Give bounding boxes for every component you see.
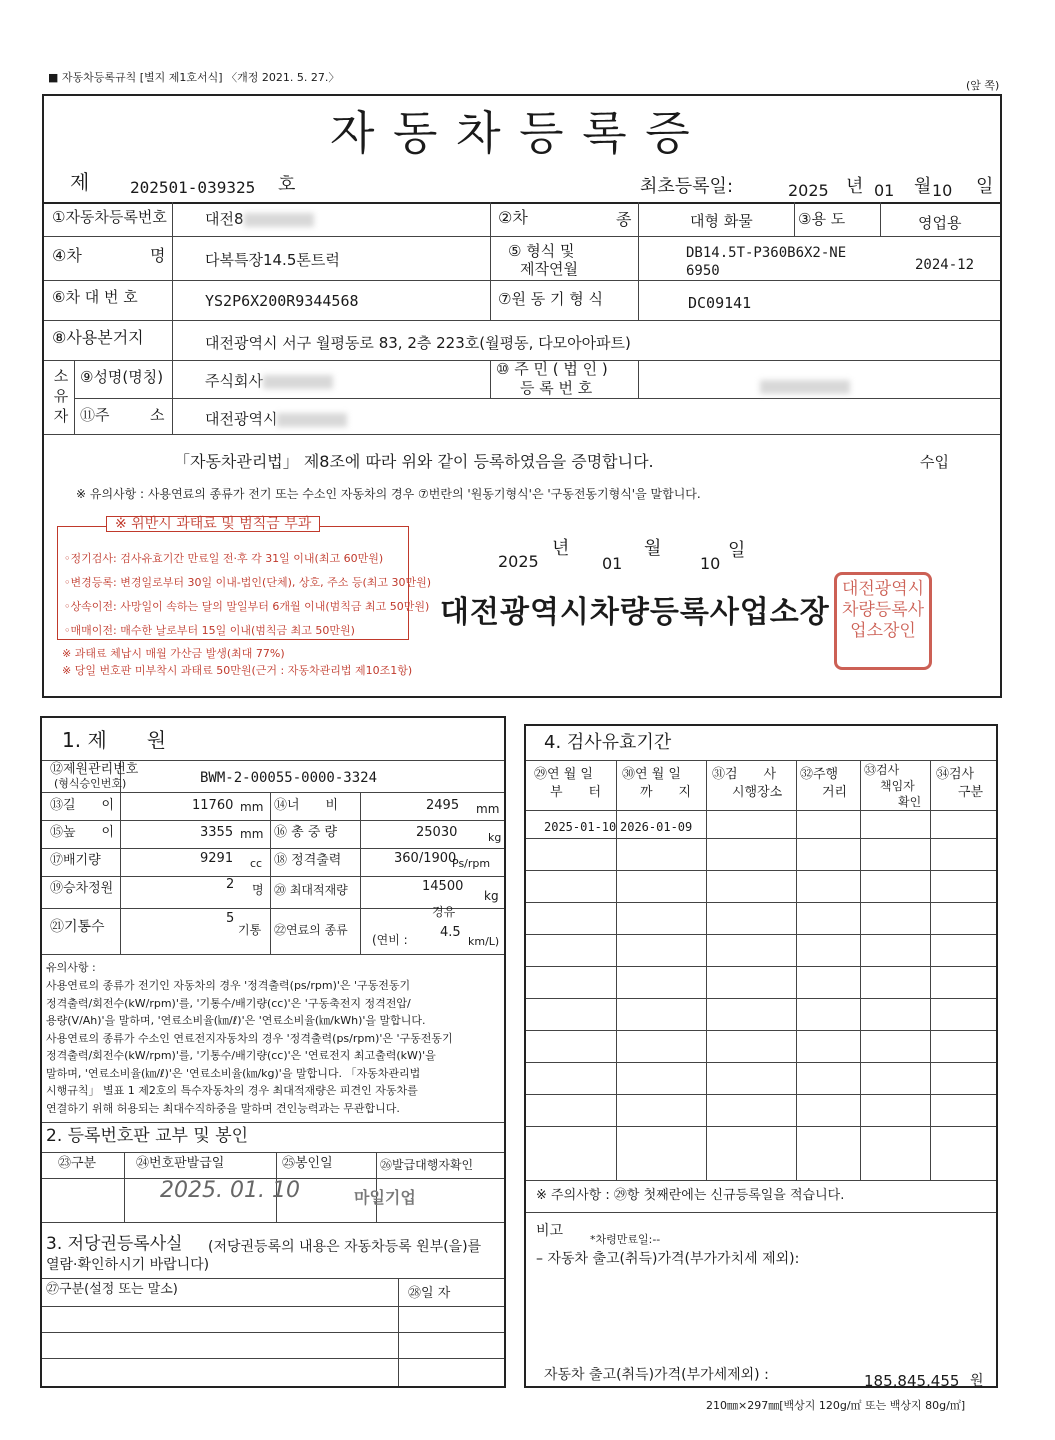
issue-year: 2025 [498, 552, 539, 571]
field-14-label: ⑭너 비 [274, 798, 339, 813]
field-4-value: 다복특장14.5톤트럭 [205, 251, 340, 269]
certificate-title: 자 동 차 등 록 증 [330, 106, 692, 160]
penalty-list [64, 547, 431, 643]
field-21-label: ㉑기통수 [50, 919, 105, 935]
note-line: 사용연료의 종류가 수소인 연료전지자동차의 경우 '정격출력(ps/rpm)'은 '구동전동기 [46, 1031, 453, 1045]
field-9-value: 주식회사 [205, 374, 333, 389]
field-7-value: DC09141 [688, 294, 752, 312]
field-11-label-b: 소 [150, 406, 165, 424]
field-7-label: ⑦원 동 기 형 식 [498, 290, 603, 308]
field-21-unit: 기통 [238, 923, 262, 937]
lien-title-sub: (저당권등록의 내용은 자동차등록 원부(을)를 [208, 1239, 482, 1255]
field-3-value: 영업용 [918, 214, 962, 232]
field-1-value: 대전8 [205, 212, 314, 227]
field-5-value-a: DB14.5T-P360B6X2-NE [686, 245, 847, 261]
penalty-foot-1: ※ 과태료 체납시 매월 가산금 발생(최대 77%) [62, 647, 285, 660]
field-8-value: 대전광역시 서구 월평동로 83, 2층 223호(월평동, 다모아아파트) [205, 334, 631, 352]
field-15-unit: mm [240, 827, 264, 841]
specs-notes-title: 유의사항 : [46, 961, 96, 974]
insp-col-type-b: 구분 [958, 785, 984, 800]
inspection-title: 4. 검사유효기간 [544, 732, 672, 753]
field-17-label: ⑰배기량 [50, 853, 101, 868]
lien-col-type: ㉗구분(설정 또는 말소) [46, 1282, 178, 1297]
lien-col-date: ㉘일 자 [408, 1286, 451, 1301]
field-8-label: ⑧사용본거지 [52, 328, 144, 347]
insp-col-officer-a: ㉝검사 [864, 763, 900, 777]
insp-col-officer-c: 확인 [898, 795, 922, 809]
issue-month: 01 [602, 554, 623, 573]
penalty-item: ◦변경등록: 변경일로부터 30일 이내-법인(단체), 상호, 주소 등(최고 30만원) [64, 576, 432, 589]
field-13-label: ⑬길 이 [50, 798, 115, 813]
penalty-title: ※ 위반시 과태료 및 범칙금 부과 [106, 516, 320, 532]
field-20-unit: kg [484, 889, 499, 903]
plate-col-type: ㉓구분 [58, 1156, 97, 1171]
fuel-efficiency-unit: km/L) [468, 935, 500, 948]
penalty-item: ◦상속이전: 사망일이 속하는 달의 말일부터 6개월 이내(범칙금 최고 50만원) [64, 600, 430, 613]
fuel-efficiency-label: (연비 : [372, 933, 408, 947]
import-label: 수입 [920, 453, 949, 471]
field-17-unit: cc [250, 857, 263, 870]
penalty-item: ◦매매이전: 매수한 날로부터 15일 이내(범칙금 최고 50만원) [64, 624, 355, 637]
lien-section-title: 3. 저당권등록사실 [46, 1234, 183, 1254]
field-22-value: 경유 [432, 905, 456, 919]
note-line: 시행규칙」 별표 1 제2호의 특수자동차의 경우 최대적재량은 피견인 자동차를 [46, 1084, 418, 1097]
first-reg-month: 01 [874, 181, 895, 200]
field-11-value: 대전광역시 [205, 412, 347, 427]
field-22-label: ㉒연료의 종류 [274, 923, 348, 937]
lien-title-sub-2: 열람·확인하시기 바랍니다) [46, 1257, 210, 1273]
official-seal-icon [834, 572, 932, 670]
certify-statement: 「자동차관리법」 제8조에 따라 위와 같이 등록하였음을 증명합니다. [174, 452, 654, 471]
note-line: 용량(V/Ah)'을 말하며, '연료소비율(㎞/ℓ)'은 '연료소비율(㎞/kWh)'을 말합니다. [46, 1014, 426, 1027]
field-19-value: 2 [226, 877, 235, 892]
owner-label: 소유자 [53, 367, 69, 425]
specs-title: 1. 제 원 [62, 728, 167, 752]
first-reg-label: 최초등록일: [640, 176, 734, 197]
field-17-value: 9291 [200, 851, 234, 866]
field-21-value: 5 [226, 911, 235, 926]
field-13-value: 11760 [192, 798, 234, 813]
field-19-label: ⑲승차정원 [50, 881, 114, 896]
insp-col-mileage-b: 거리 [822, 785, 848, 800]
field-18-unit: Ps/rpm [452, 857, 491, 870]
field-12-label-b: (형식승인번호) [54, 777, 127, 790]
field-5-value-b: 6950 [686, 263, 720, 279]
field-10-label-a: ⑩ 주 민 ( 법 인 ) [496, 360, 608, 378]
first-reg-year: 2025 [788, 181, 829, 200]
field-2-label-b: 종 [616, 210, 632, 229]
issue-month-unit: 월 [644, 538, 662, 559]
certificate-number: 202501-039325 [130, 178, 256, 197]
fuel-efficiency-value: 4.5 [440, 925, 461, 940]
field-6-label: ⑥차 대 번 호 [52, 288, 138, 306]
cert-no-prefix: 제 [70, 170, 90, 194]
penalty-item: ◦정기검사: 검사유효기간 만료일 전·후 각 31일 이내(최고 60만원) [64, 552, 384, 565]
note-line: 사용연료의 종류가 전기인 자동차의 경우 '정격출력(ps/rpm)'은 '구동전동기 [46, 979, 411, 992]
form-reference: ■ 자동차등록규칙 [별지 제1호서식] 〈개정 2021. 5. 27.〉 [48, 71, 340, 84]
field-13-unit: mm [240, 800, 264, 814]
field-11-label: ⑪주 [80, 406, 110, 424]
note-line: 말하며, '연료소비율(㎞/ℓ)'은 '연료소비율(㎞/kg)'을 말합니다. 「자동차관리법 [46, 1066, 421, 1080]
vehicle-age-expiry: *차령만료일:-- [590, 1233, 661, 1246]
field-4-label-b: 명 [150, 246, 166, 265]
remarks-line: – 자동차 출고(취득)가격(부가가치세 제외): [536, 1251, 800, 1267]
field-12-label-a: ⑫제원관리번호 [50, 762, 139, 777]
remarks-label: 비고 [536, 1223, 564, 1239]
seal-text: 대전광역시차량등록사업소장인 [841, 579, 925, 641]
first-reg-year-unit: 년 [846, 176, 864, 197]
front-side-label: (앞 쪽) [966, 79, 1000, 92]
first-reg-day-unit: 일 [976, 176, 994, 197]
insp-col-from-a: ㉙연 월 일 [534, 767, 593, 782]
note-line: 정격출력/회전수(kW/rpm)'를, '기통수/배기량(cc)'은 '구동축전지 정격전압/ [46, 996, 411, 1010]
fuel-note: ※ 유의사항 : 사용연료의 종류가 전기 또는 수소인 자동차의 경우 ⑦번란의 '원동기형식'은 '구동전동기형식'을 말합니다. [76, 487, 701, 501]
insp-col-from-b: 부 터 [550, 785, 602, 800]
field-16-label: ⑯ 총 중 량 [274, 825, 338, 840]
field-16-value: 25030 [416, 825, 458, 840]
field-15-value: 3355 [200, 825, 234, 840]
plate-section-title: 2. 등록번호판 교부 및 봉인 [46, 1126, 249, 1146]
insp-col-mileage-a: ㉜주행 [800, 767, 839, 782]
issuer-name: 대전광역시차량등록사업소장 [440, 595, 830, 630]
specs-notes [46, 977, 453, 1117]
field-1-label: ①자동차등록번호 [52, 208, 167, 226]
insp-row-from: 2025-01-10 [544, 820, 617, 834]
field-20-label: ⑳ 최대적재량 [274, 883, 348, 897]
price-label: 자동차 출고(취득)가격(부가세제외) : [544, 1367, 769, 1383]
field-14-unit: mm [476, 802, 500, 816]
insp-col-type-a: ㉞검사 [936, 767, 975, 782]
insp-row-to: 2026-01-09 [620, 820, 693, 834]
field-16-unit: kg [488, 831, 502, 844]
field-18-label: ⑱ 정격출력 [274, 853, 342, 868]
field-10-label-b: 등 록 번 호 [520, 379, 593, 397]
paper-size-footer: 210㎜×297㎜[백상지 120g/㎡ 또는 백상지 80g/㎡] [706, 1399, 966, 1412]
field-2-value: 대형 화물 [690, 212, 753, 230]
field-10-value [760, 376, 850, 395]
field-5-label-b: 제작연월 [520, 260, 578, 278]
note-line: 연결하기 위해 허용되는 최대수직하중을 말하며 견인능력과는 무관합니다. [46, 1101, 400, 1115]
field-6-value: YS2P6X200R9344568 [205, 292, 359, 310]
field-4-label: ④차 [52, 246, 82, 265]
field-2-label: ②차 [498, 208, 528, 227]
field-12-value: BWM-2-00055-0000-3324 [200, 770, 378, 786]
field-19-unit: 명 [252, 883, 264, 897]
plate-col-agent: ㉖발급대행자확인 [380, 1158, 474, 1172]
field-3-label: ③용 도 [798, 210, 846, 228]
field-14-value: 2495 [426, 798, 460, 813]
plate-agent-stamp: 마일기업 [354, 1188, 416, 1207]
field-5-date: 2024-12 [915, 257, 975, 273]
penalty-foot-2: ※ 당일 번호판 미부착시 과태료 50만원(근거 : 자동차관리법 제10조1항) [62, 664, 413, 677]
issue-day-unit: 일 [728, 540, 746, 561]
field-5-label-a: ⑤ 형식 및 [508, 242, 575, 260]
field-20-value: 14500 [422, 879, 464, 894]
field-15-label: ⑮높 이 [50, 825, 115, 840]
insp-col-place-a: ㉛검 사 [712, 767, 777, 782]
issue-year-unit: 년 [552, 538, 570, 559]
insp-col-to-a: ㉚연 월 일 [622, 767, 681, 782]
plate-col-issue-date: ㉔번호판발급일 [136, 1156, 225, 1171]
field-9-label: ⑨성명(명칭) [80, 368, 164, 386]
note-line: 정격출력/회전수(kW/rpm)'를, '기통수/배기량(cc)'은 '연료전지 최고출력(kW)'을 [46, 1049, 436, 1062]
price-unit: 원 [970, 1373, 984, 1389]
cert-no-suffix: 호 [278, 174, 296, 195]
plate-col-seal-date: ㉕봉인일 [282, 1156, 333, 1171]
price-value: 185,845,455 [864, 1372, 960, 1390]
issue-day: 10 [700, 554, 721, 573]
first-reg-day: 10 [932, 181, 953, 200]
insp-col-officer-b: 책임자 [880, 779, 915, 793]
field-18-value: 360/1900 [394, 851, 457, 866]
inspection-note: ※ 주의사항 : ㉙항 첫째란에는 신규등록일을 적습니다. [536, 1188, 845, 1203]
insp-col-place-b: 시행장소 [732, 785, 783, 800]
first-reg-month-unit: 월 [914, 176, 932, 197]
insp-col-to-b: 까 지 [640, 785, 692, 800]
plate-issue-date-stamp: 2025. 01. 10 [160, 1178, 300, 1203]
